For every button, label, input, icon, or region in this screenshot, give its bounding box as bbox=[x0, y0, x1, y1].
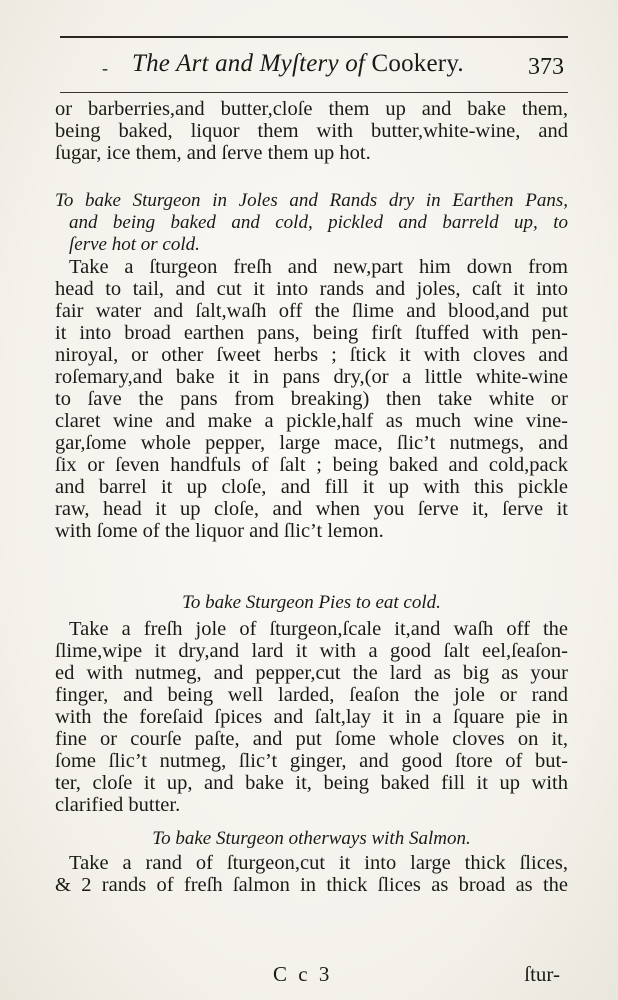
intro-paragraph bbox=[55, 98, 568, 164]
running-head-roman: Cookery. bbox=[371, 50, 464, 77]
recipe-body-salmon bbox=[55, 852, 568, 896]
text-line: raw, head it up cloſe, and when you ſerve it, ſerve it bbox=[55, 498, 568, 520]
text-line: fine or courſe paſte, and put ſome whole cloves on it, bbox=[55, 728, 568, 750]
text-line: head to tail, and cut it into rands and joles, caſt it into bbox=[55, 278, 568, 300]
text-line: clarified butter. bbox=[55, 794, 181, 816]
text-line: claret wine and make a pickle,half as much wine vine- bbox=[55, 410, 568, 432]
page-header bbox=[60, 46, 568, 86]
text-line: ſome ſlic’t nutmeg, ſlic’t ginger, and good ſtore of but- bbox=[55, 750, 568, 772]
running-head-italic: The Art and Myſtery of bbox=[132, 50, 366, 77]
recipe-body-joles bbox=[55, 256, 568, 542]
recipe-heading-joles bbox=[55, 190, 568, 256]
heading-line: To bake Sturgeon in Joles and Rands dry in Earthen Pans, bbox=[55, 190, 568, 211]
text-line: it into broad earthen pans, being firſt ſtuffed with pen- bbox=[55, 322, 568, 344]
header-rule bbox=[60, 92, 568, 93]
header-ornament: - bbox=[102, 58, 108, 78]
heading-line: ſerve hot or cold. bbox=[69, 234, 200, 255]
recipe-body-pies bbox=[55, 618, 568, 816]
text-line: or barberries,and butter,cloſe them up and bake them, bbox=[55, 98, 568, 120]
text-line: ter, cloſe it up, and bake it, being baked fill it up with bbox=[55, 772, 568, 794]
recipe-heading-pies bbox=[55, 592, 568, 614]
page-footer bbox=[55, 962, 568, 988]
recipe-heading-salmon bbox=[55, 828, 568, 850]
text-line: ſlime,wipe it dry,and lard it with a good ſalt eel,ſeaſon- bbox=[55, 640, 568, 662]
heading-line: To bake Sturgeon Pies to eat cold. bbox=[182, 592, 441, 613]
text-line: Take a freſh jole of ſturgeon,ſcale it,and waſh off the bbox=[69, 618, 568, 640]
catchword: ſtur- bbox=[524, 962, 560, 986]
heading-line: To bake Sturgeon otherways with Salmon. bbox=[152, 828, 471, 849]
text-line: Take a ſturgeon freſh and new,part him down from bbox=[69, 256, 568, 278]
text-line: roſemary,and bake it in pans dry,(or a little white-wine bbox=[55, 366, 568, 388]
text-line: finger, and being well larded, ſeaſon the jole or rand bbox=[55, 684, 568, 706]
text-line: fair water and ſalt,waſh off the ſlime and blood,and put bbox=[55, 300, 568, 322]
text-line: and barrel it up cloſe, and fill it up with this pickle bbox=[55, 476, 568, 498]
text-line: & 2 rands of freſh ſalmon in thick ſlices as broad as the bbox=[55, 874, 568, 896]
text-line: Take a rand of ſturgeon,cut it into large thick ſlices, bbox=[69, 852, 568, 874]
text-line: ſugar, ice them, and ſerve them up hot. bbox=[55, 142, 371, 164]
text-line: to ſave the pans from breaking) then take white or bbox=[55, 388, 568, 410]
heading-line: and being baked and cold, pickled and barreld up, to bbox=[69, 212, 568, 233]
page-number: 373 bbox=[528, 54, 564, 80]
text-line: being baked, liquor them with butter,white-wine, and bbox=[55, 120, 568, 142]
text-line: gar,ſome whole pepper, large mace, ſlic’t nutmegs, and bbox=[55, 432, 568, 454]
text-line: with ſome of the liquor and ſlic’t lemon. bbox=[55, 520, 384, 542]
signature-mark: C c 3 bbox=[273, 962, 333, 986]
top-rule bbox=[60, 36, 568, 38]
text-line: with the foreſaid ſpices and ſalt,lay it in a ſquare pie in bbox=[55, 706, 568, 728]
text-line: niroyal, or other ſweet herbs ; ſtick it with cloves and bbox=[55, 344, 568, 366]
text-line: ed with nutmeg, and pepper,cut the lard as big as your bbox=[55, 662, 568, 684]
running-head bbox=[132, 50, 464, 78]
text-line: ſix or ſeven handfuls of ſalt ; being baked and cold,pack bbox=[55, 454, 568, 476]
